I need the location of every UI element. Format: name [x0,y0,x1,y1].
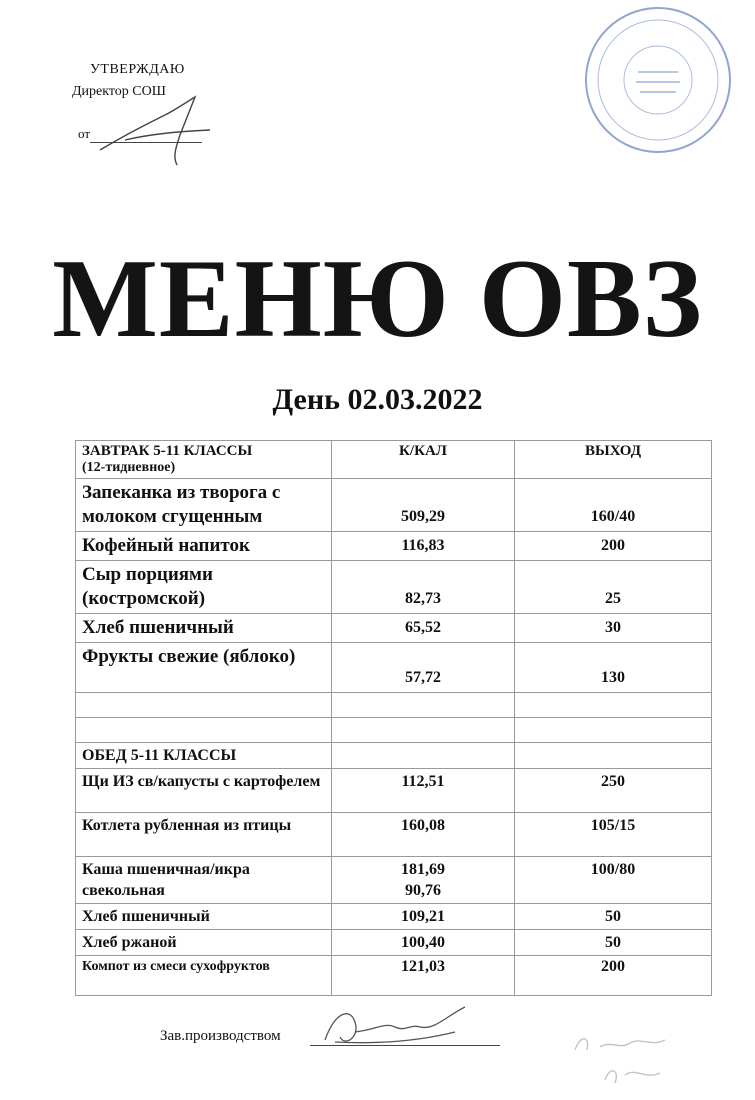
dish-kcal: 112,51 [332,769,515,813]
dish-name: Каша пшеничная/икра свекольная [76,857,332,904]
dish-yield: 130 [515,643,712,693]
dish-name: Кофейный напиток [76,532,332,561]
dish-kcal: 509,29 [332,479,515,532]
dish-yield: 200 [515,532,712,561]
dish-name: Запеканка из творога с молоком сгущенным [76,479,332,532]
official-stamp [578,2,738,162]
menu-table [75,440,712,996]
empty-row [76,718,712,743]
dish-name: Хлеб пшеничный [76,904,332,930]
dish-name: Сыр порциями (костромской) [76,561,332,614]
dish-name: Котлета рубленная из птицы [76,813,332,857]
table-row [76,956,712,996]
dish-name: Фрукты свежие (яблоко) [76,643,332,693]
dish-kcal: 100,40 [332,930,515,956]
dish-yield: 30 [515,614,712,643]
breakfast-header: ЗАВТРАК 5-11 КЛАССЫ [82,443,253,459]
dish-yield: 160/40 [515,479,712,532]
dish-kcal: 116,83 [332,532,515,561]
dish-name: Хлеб ржаной [76,930,332,956]
menu-date: День 02.03.2022 [272,383,483,416]
dish-yield: 200 [515,956,712,996]
approval-title: УТВЕРЖДАЮ [90,62,185,77]
production-manager-label: Зав.производством [160,1028,281,1044]
dish-kcal: 82,73 [332,561,515,614]
dish-name: Хлеб пшеничный [76,614,332,643]
empty-row [76,693,712,718]
director-signature [95,95,215,175]
breakfast-header-cell [76,441,332,479]
breakfast-subheader: (12-тидневное) [82,460,176,475]
dish-kcal: 181,69 [401,861,445,878]
lunch-header: ОБЕД 5-11 КЛАССЫ [76,743,332,769]
dish-kcal: 160,08 [332,813,515,857]
table-row [76,769,712,813]
dish-kcal: 109,21 [332,904,515,930]
dish-kcal: 121,03 [332,956,515,996]
yield-column-header: ВЫХОД [515,441,712,479]
table-row [76,857,712,904]
dish-kcal: 65,52 [332,614,515,643]
dish-kcal: 57,72 [332,643,515,693]
table-row [76,532,712,561]
table-row [76,561,712,614]
footer [160,1028,281,1045]
production-manager-signature [315,1002,475,1052]
dish-yield: 25 [515,561,712,614]
handwritten-note [565,1025,695,1095]
page-title: МЕНЮ ОВЗ [52,237,703,361]
dish-kcal-cell [332,857,515,904]
dish-yield: 105/15 [515,813,712,857]
dish-yield: 100/80 [515,857,712,904]
table-row [76,813,712,857]
dish-yield: 250 [515,769,712,813]
table-row [76,904,712,930]
dish-name: Компот из смеси сухофруктов [76,956,332,996]
table-header-row [76,441,712,479]
dish-yield: 50 [515,930,712,956]
table-row [76,643,712,693]
table-row [76,479,712,532]
table-row [76,614,712,643]
approval-position: Директор СОШ [72,84,166,99]
kcal-column-header: К/КАЛ [332,441,515,479]
approval-date-label: от [78,126,91,141]
dish-kcal-secondary: 90,76 [405,882,441,899]
table-row [76,930,712,956]
dish-yield: 50 [515,904,712,930]
lunch-header-row [76,743,712,769]
dish-name: Щи ИЗ св/капусты с картофелем [76,769,332,813]
